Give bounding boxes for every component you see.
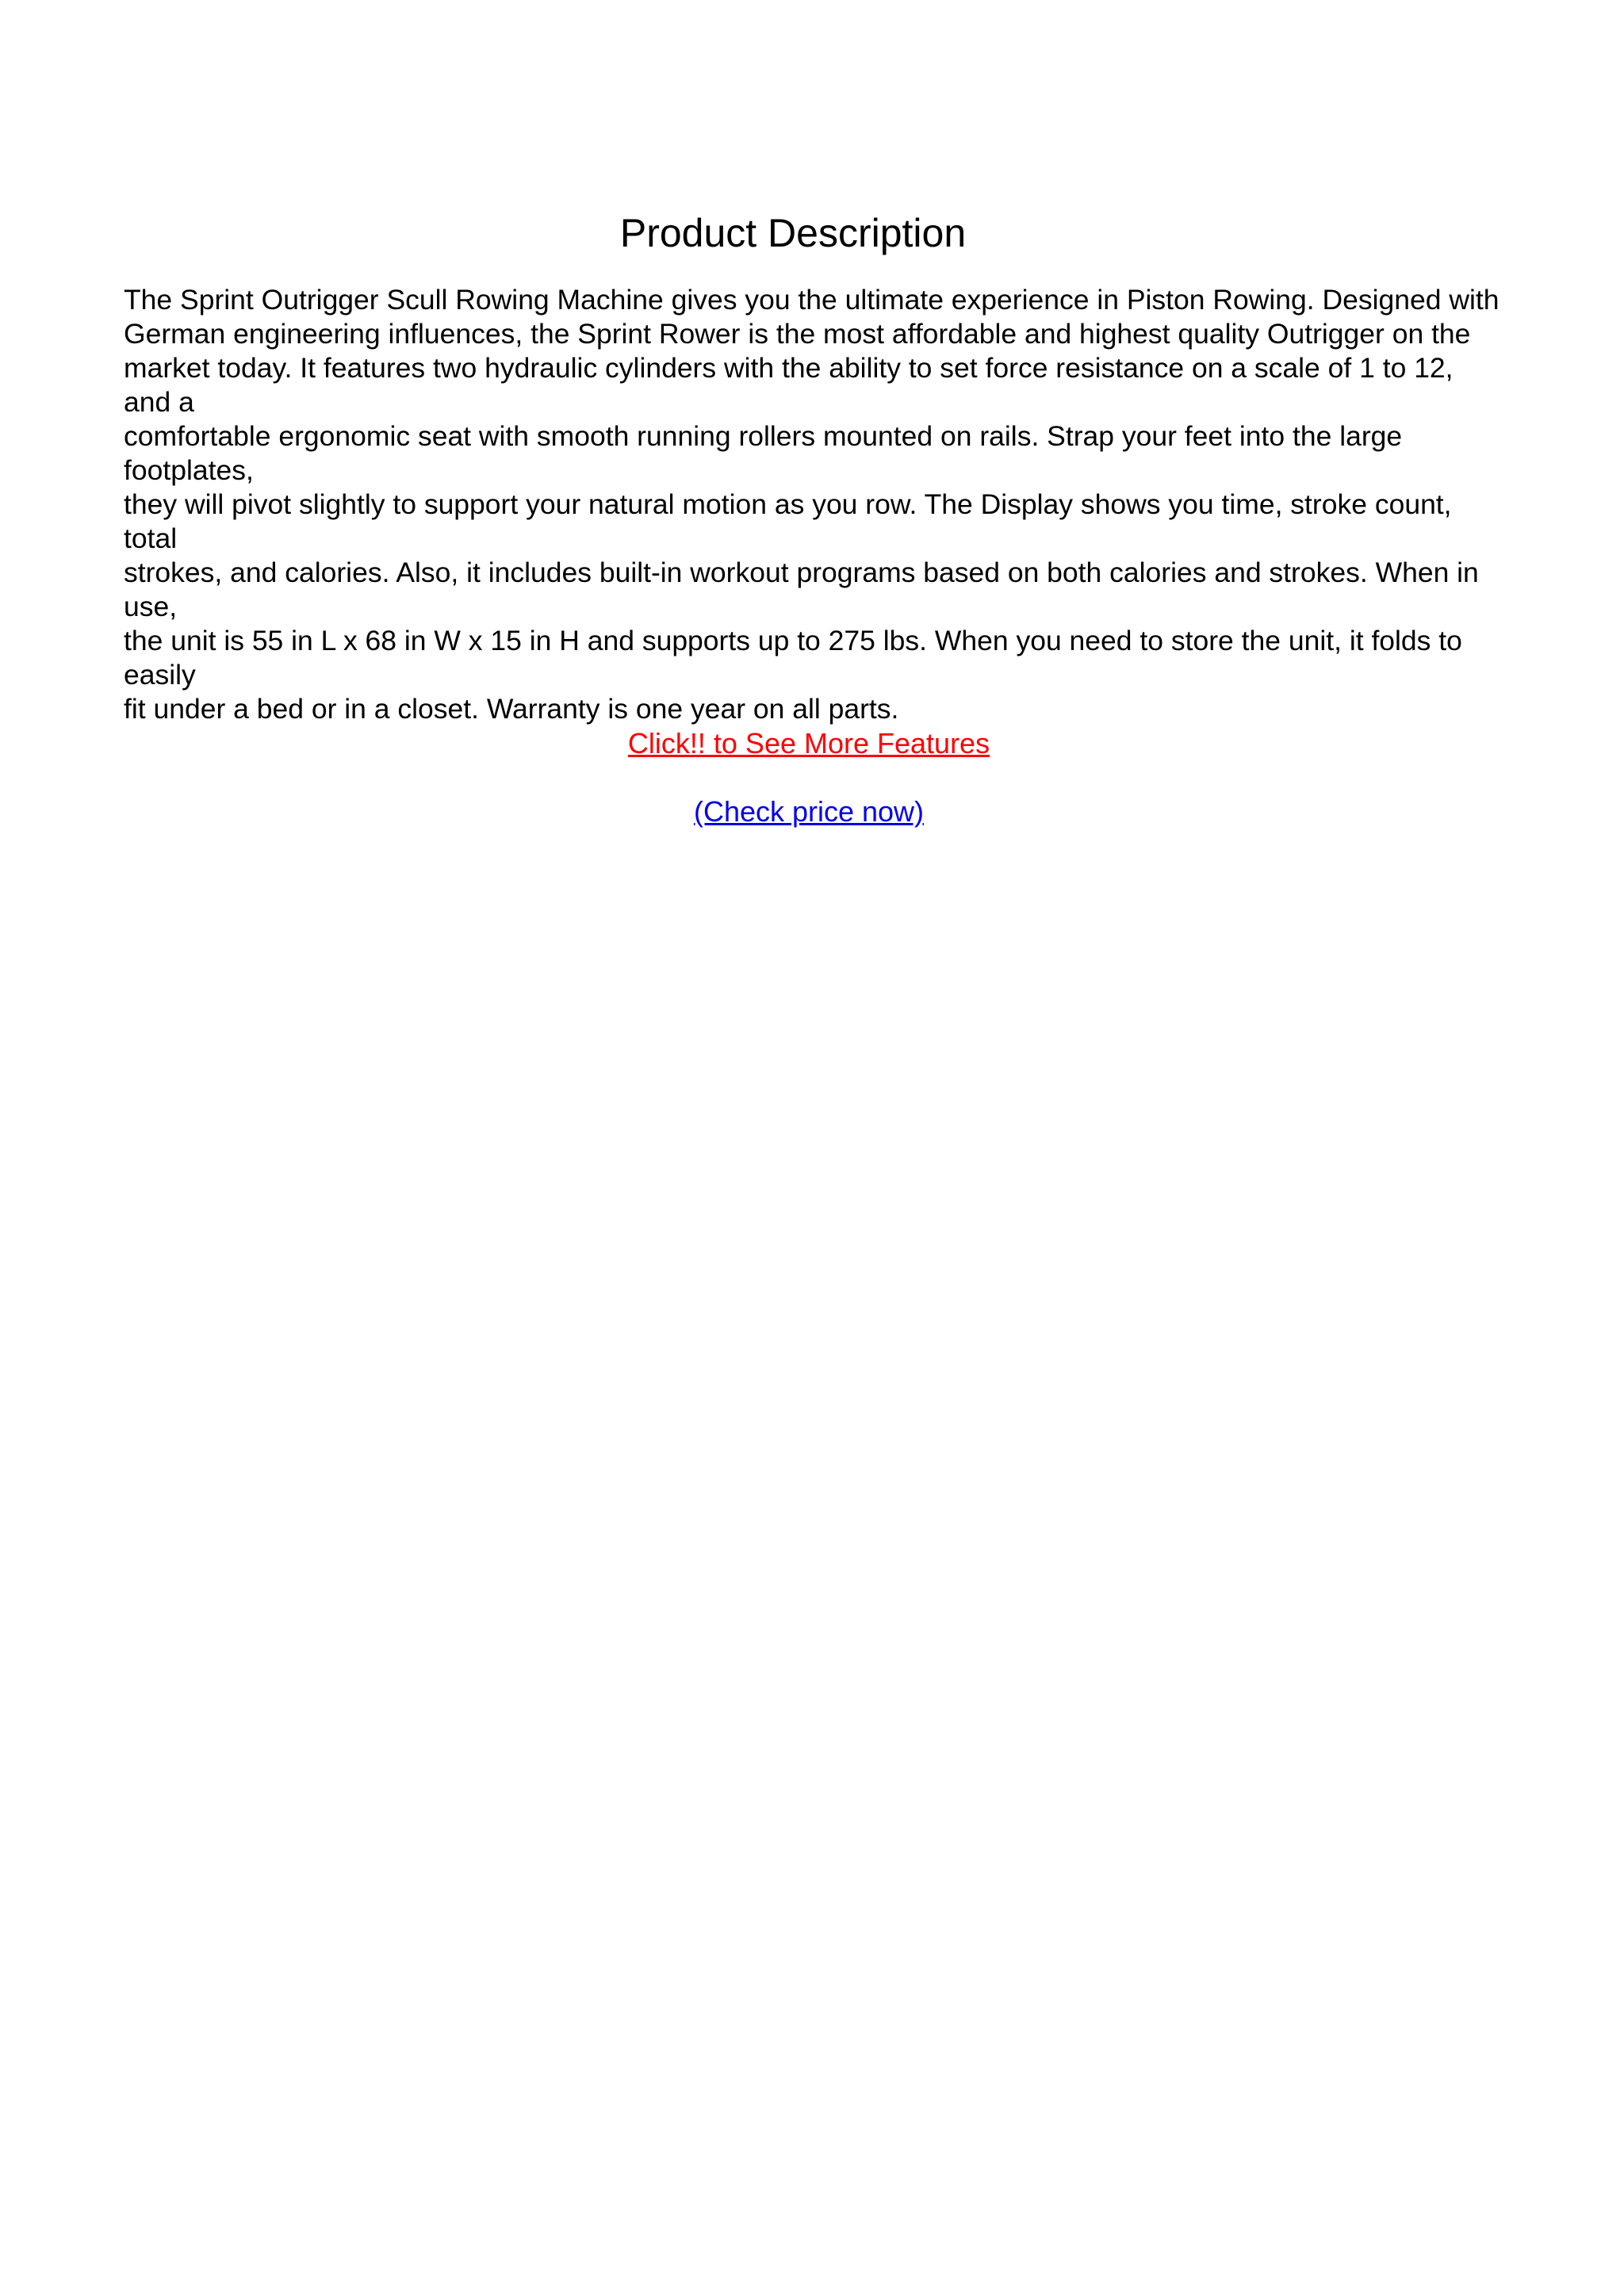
product-description-paragraph: The Sprint Outrigger Scull Rowing Machine gives you the ultimate experience in Piston Rowing. Designed with German engineering influences, the Sprint Rower is the most affordable and highest quality Outrigger on the market today. It features two hydraulic cylinders with the ability to set force resistance on a scale of 1 to 12, and a comfortable ergonomic seat with smooth running rollers mounted on rails. Strap your feet into the large footplates, they will pivot slightly to support your natural motion as you row. The Display shows you time, stroke count, total strokes, and calories. Also, it includes built-in workout programs based on both calories and strokes. When in use, the unit is 55 in L x 68 in W x 15 in H and supports up to 275 lbs. When you need to store the unit, it folds to easily fit under a bed or in a closet. Warranty is one year on all parts.: [124, 284, 1500, 725]
check-price-link[interactable]: (Check price now): [693, 795, 925, 828]
page-title: Product Description: [619, 211, 967, 255]
see-more-features-link[interactable]: Click!! to See More Features: [627, 727, 990, 760]
